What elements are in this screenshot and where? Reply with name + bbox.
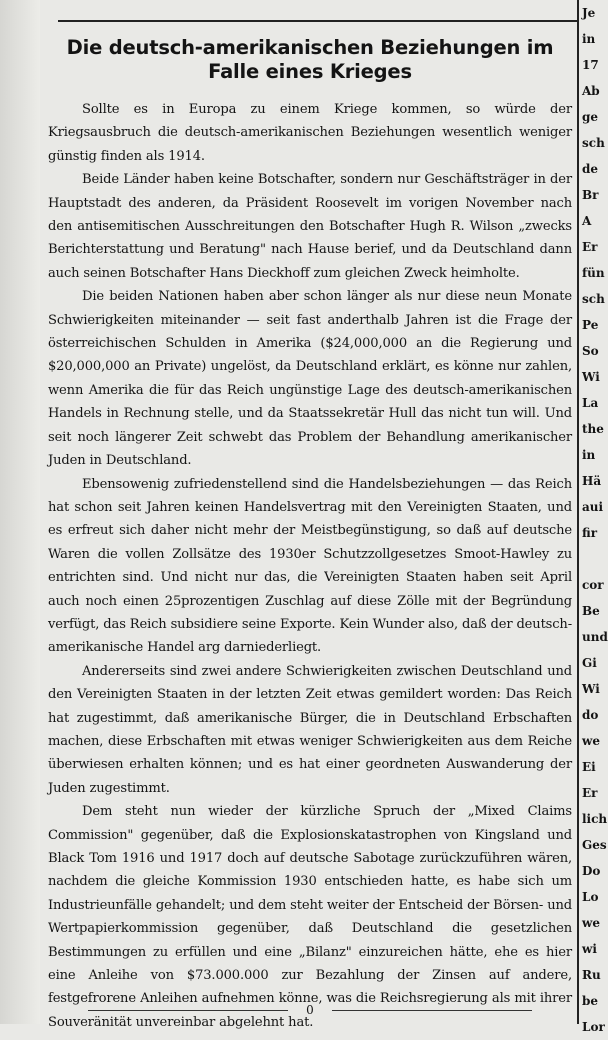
adjacent-column-line: cor — [582, 578, 604, 592]
adjacent-column-line: Lor — [582, 1020, 605, 1034]
adjacent-column-line: A — [582, 214, 592, 228]
adjacent-column-line: do — [582, 708, 599, 722]
adjacent-column-line: So — [582, 344, 599, 358]
adjacent-column-line: sch — [582, 136, 605, 150]
adjacent-column-line: we — [582, 916, 600, 930]
adjacent-column-line: Je — [582, 6, 596, 20]
adjacent-column-fragment — [582, 0, 608, 1034]
adjacent-column-line: aui — [582, 500, 604, 514]
paragraph: Ebensowenig zufriedenstellend sind die Handelsbeziehungen — das Reich hat schon seit Jahren keinen Handelsvertrag mit den Vereinigten Staaten, und es erfreut sich daher nicht mehr der Meistbegünstigung, so daß auf deutsche Waren die vollen Zollsätze des 1930er Schutzzollgesetzes Smoot-Hawley zu entrichten sind. Und nicht nur das, die Vereinigten Staaten haben seit April auch noch einen 25prozentigen Zuschlag auf diese Zölle mit der Begründung verfügt, das Reich subsidiere seine Exporte. Kein Wunder also, daß der deutsch-amerikanische Handel arg darniederliegt. — [48, 476, 572, 656]
adjacent-column-line: 17 — [582, 58, 599, 72]
adjacent-column-line: Wi — [582, 370, 600, 384]
article — [48, 30, 572, 1030]
adjacent-column-line: in — [582, 32, 596, 46]
adjacent-column-line: Ges — [582, 838, 607, 852]
adjacent-column-line: we — [582, 734, 600, 748]
adjacent-column-line: Lo — [582, 890, 599, 904]
adjacent-column-line: be — [582, 994, 599, 1008]
adjacent-column-line: Br — [582, 188, 599, 202]
paragraph: Andererseits sind zwei andere Schwierigkeiten zwischen Deutschland und den Vereinigten Staaten in der letzten Zeit etwas gemildert worden: Das Reich hat zugestimmt, daß amerikanische Bürger, die in Deutschland Erbschaften machen, diese Erbschaften mit etwas weniger Schwierigkeiten aus dem Reiche überwiesen erhalten können; und es hat einer geordneten Auswanderung der Juden zugestimmt. — [48, 663, 572, 796]
paragraph: Sollte es in Europa zu einem Kriege kommen, so würde der Kriegsausbruch die deutsch-amerikanischen Beziehungen wesentlich weniger günstig finden als 1914. — [48, 102, 572, 164]
adjacent-column-line: Pe — [582, 318, 599, 332]
adjacent-column-line: fir — [582, 526, 598, 540]
adjacent-column-line: lich — [582, 812, 608, 826]
end-mark: 0 — [48, 1002, 572, 1018]
headline — [48, 36, 572, 84]
headline-line-2: Falle eines Krieges — [208, 60, 412, 83]
adjacent-column-line: Ab — [582, 84, 600, 98]
adjacent-column-line: sch — [582, 292, 605, 306]
headline-line-1: Die deutsch-amerikanischen Beziehungen im — [66, 36, 554, 59]
adjacent-column-line: Be — [582, 604, 600, 618]
adjacent-column-line: ge — [582, 110, 599, 124]
adjacent-column-line: de — [582, 162, 599, 176]
adjacent-column-line: und — [582, 630, 608, 644]
top-rule — [58, 20, 578, 22]
adjacent-column-line: Er — [582, 786, 598, 800]
paragraph: Beide Länder haben keine Botschafter, sondern nur Geschäftsträger in der Hauptstadt des anderen, da Präsident Roosevelt im vorigen November nach den antisemitischen Ausschreitungen den Botschafter Hugh R. Wilson „zwecks Berichterstattung und Beratung" nach Hause berief, und da Deutschland dann auch seinen Botschafter Hans Dieckhoff zum gleichen Zweck heimholte. — [48, 172, 572, 281]
paragraph: Die beiden Nationen haben aber schon länger als nur diese neun Monate Schwierigkeiten miteinander — seit fast anderthalb Jahren ist die Frage der österreichischen Schulden in Amerika ($24,000,000 an die Regierung und $20,000,000 an Private) ungelöst, da Deutschland erklärt, es könne nur zahlen, wenn Amerika die für das Reich ungünstige Lage des deutsch-amerikanischen Handels in Rechnung stelle, und da Staatssekretär Hull das nicht tun will. Und seit noch längerer Zeit schwebt das Problem der Behandlung amerikanischer Juden in Deutschland. — [48, 289, 572, 469]
page-edge — [0, 0, 40, 1024]
adjacent-column-line: La — [582, 396, 599, 410]
adjacent-column-line: Er — [582, 240, 598, 254]
adjacent-column-line: Wi — [582, 682, 600, 696]
column-rule — [577, 0, 579, 1024]
adjacent-column-line: Ru — [582, 968, 601, 982]
paragraph: Dem steht nun wieder der kürzliche Spruch der „Mixed Claims Commission" gegenüber, daß die Explosionskatastrophen von Kingsland und Black Tom 1916 und 1917 doch auf deutsche Sabotage zurückzuführen wären, nachdem die gleiche Kommission 1930 entschieden hatte, es habe sich um Industrieunfälle gehandelt; und dem steht weiter der Entscheid der Börsen- und Wertpapierkommission gegenüber, daß Deutschland die gesetzlichen Bestimmungen zu erfüllen und eine „Bilanz" einzureichen hätte, ehe es hier eine Anleihe von $73.000.000 zur Bezahlung der Zinsen auf andere, festgefrorene Anleihen aufnehmen könne, was die Reichsregierung als mit ihrer Souveränität unvereinbar abgelehnt hat. — [48, 804, 572, 1030]
adjacent-column-line: Do — [582, 864, 601, 878]
adjacent-column-line: Gi — [582, 656, 597, 670]
adjacent-column-line: Ei — [582, 760, 596, 774]
adjacent-column-line: Hä — [582, 474, 602, 488]
adjacent-column-line: in — [582, 448, 596, 462]
adjacent-column-line — [582, 546, 604, 572]
adjacent-column-line: fün — [582, 266, 605, 280]
adjacent-column-line: the — [582, 422, 604, 436]
adjacent-column-line: wi — [582, 942, 597, 956]
